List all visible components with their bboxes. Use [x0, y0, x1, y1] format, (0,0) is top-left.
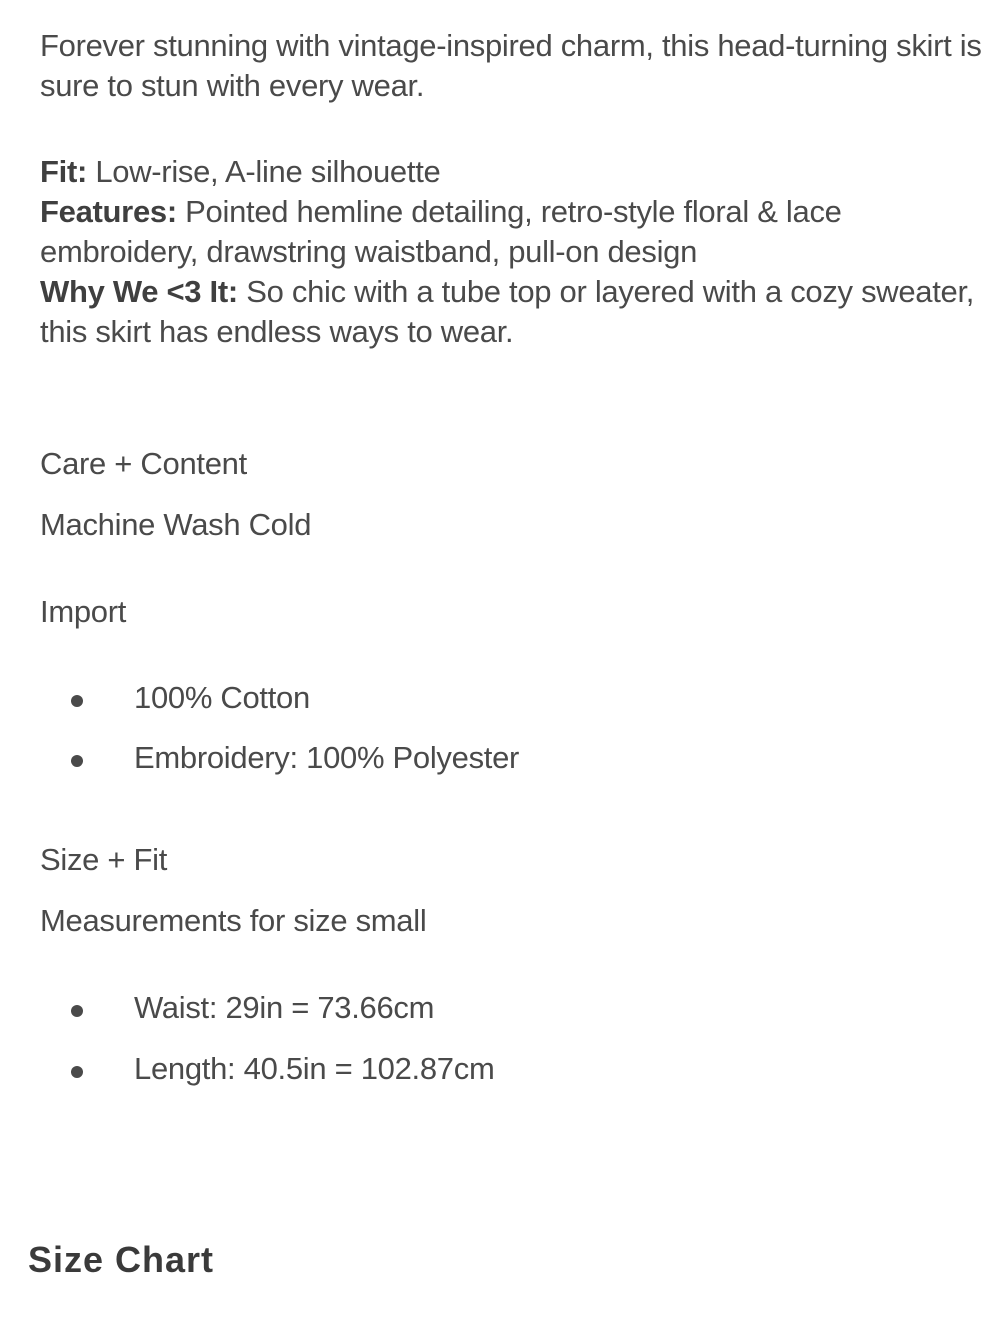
- product-description: [40, 26, 985, 1089]
- bullet-icon: [71, 1066, 83, 1078]
- material-text: 100% Cotton: [134, 680, 310, 715]
- size-chart-heading: Size Chart: [28, 1239, 215, 1280]
- why-line: [40, 272, 985, 352]
- list-item: [40, 738, 985, 778]
- fit-value: Low-rise, A-line silhouette: [87, 154, 441, 189]
- size-heading: Size + Fit: [40, 842, 168, 877]
- bullet-icon: [71, 755, 83, 767]
- features-label: Features:: [40, 194, 177, 229]
- size-subheading: Measurements for size small: [40, 903, 427, 938]
- measurements-list: [40, 988, 985, 1089]
- materials-list: [40, 678, 985, 778]
- why-value: So chic with a tube top or layered with a cozy sweater, this skirt has endless ways to wear.: [40, 274, 975, 349]
- details-block: [40, 152, 985, 352]
- fit-line: [40, 152, 985, 192]
- size-section: [40, 840, 985, 1089]
- care-wash: Machine Wash Cold: [40, 507, 312, 542]
- features-line: [40, 192, 985, 272]
- bullet-icon: [71, 695, 83, 707]
- features-value: Pointed hemline detailing, retro-style floral & lace embroidery, drawstring waistband, pull-on design: [40, 194, 842, 269]
- list-item: [40, 678, 985, 718]
- measurement-text: Waist: 29in = 73.66cm: [134, 990, 435, 1025]
- size-chart-heading-clipped: [28, 1239, 428, 1280]
- measurement-text: Length: 40.5in = 102.87cm: [134, 1051, 495, 1086]
- care-section: [40, 444, 985, 778]
- intro-text: Forever stunning with vintage-inspired charm, this head-turning skirt is sure to stun with every wear.: [40, 28, 982, 103]
- list-item: [40, 988, 985, 1028]
- care-heading: Care + Content: [40, 446, 247, 481]
- material-text: Embroidery: 100% Polyester: [134, 740, 520, 775]
- list-item: [40, 1049, 985, 1089]
- bullet-icon: [71, 1005, 83, 1017]
- why-label: Why We <3 It:: [40, 274, 238, 309]
- care-origin: Import: [40, 594, 127, 629]
- fit-label: Fit:: [40, 154, 87, 189]
